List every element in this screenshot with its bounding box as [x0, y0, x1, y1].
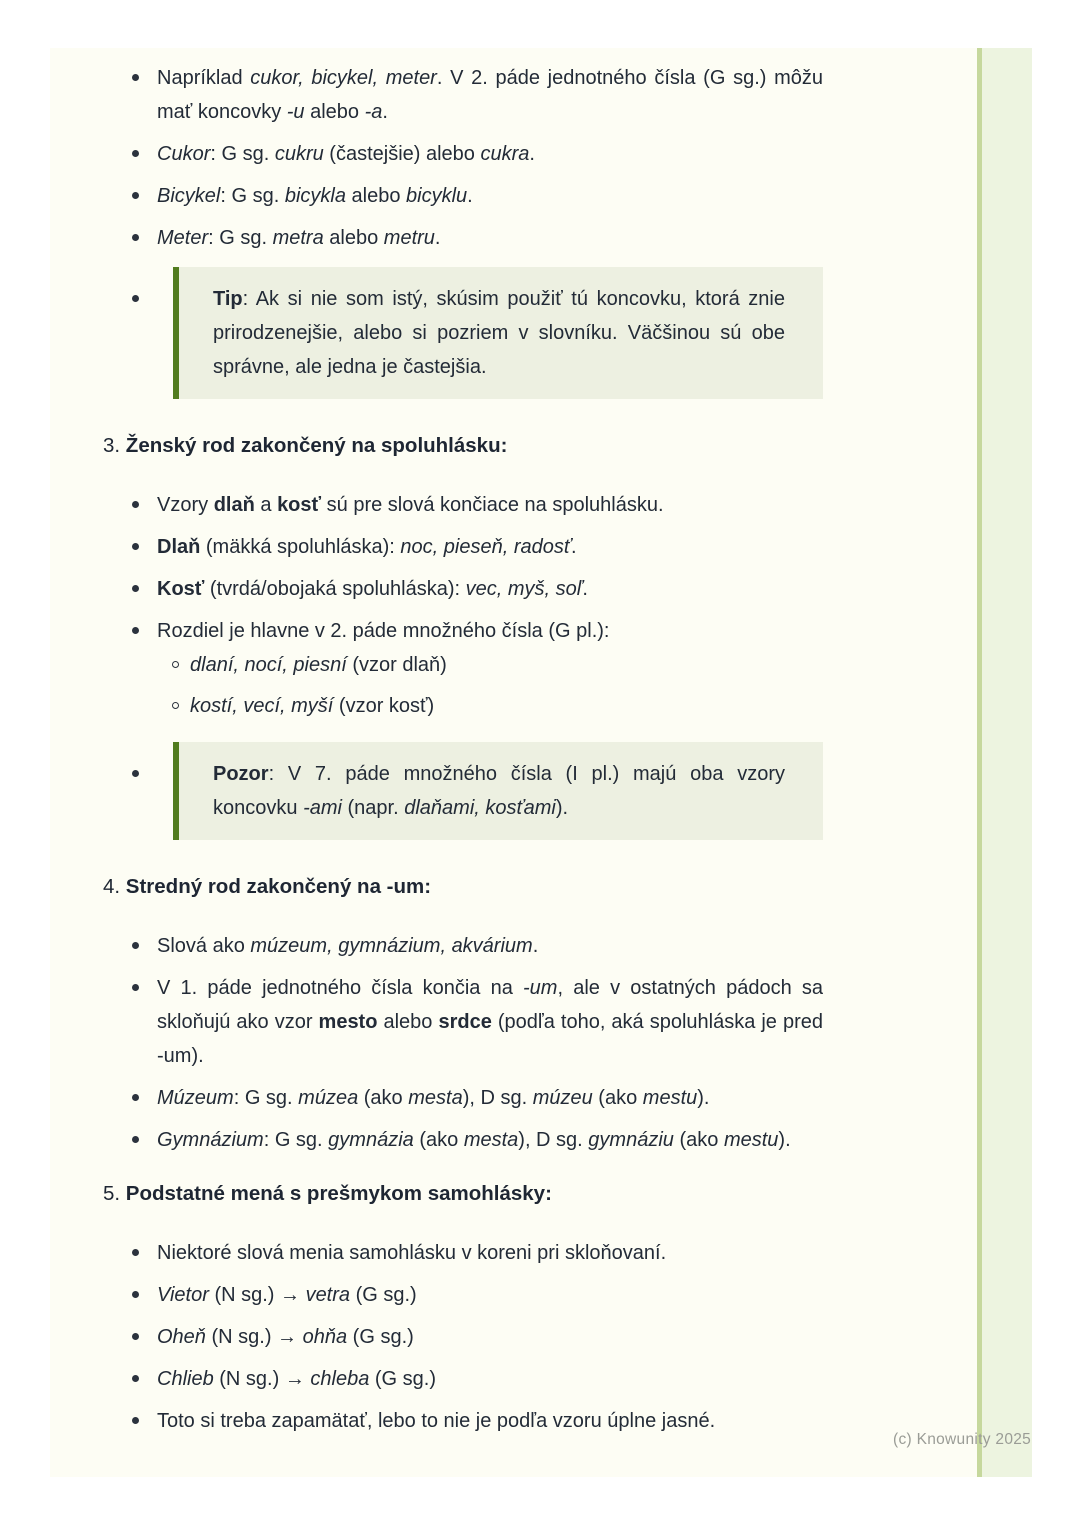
text-segment: . [382, 101, 388, 123]
text-segment: Dlaň [157, 536, 201, 558]
list-item [103, 137, 823, 171]
list-item-text [157, 221, 823, 255]
text-segment: (napr. [341, 797, 405, 819]
disc-bullet-icon [132, 295, 139, 302]
text-segment: mestu [723, 1129, 779, 1151]
list-item-text [157, 530, 823, 564]
text-segment: ). [555, 797, 569, 819]
disc-bullet-icon [132, 585, 139, 592]
list-item-text [157, 137, 823, 171]
list-item-text [157, 1278, 823, 1312]
text-segment: metru [383, 227, 435, 249]
bullet-list [103, 61, 823, 255]
disc-bullet-icon [132, 192, 139, 199]
text-segment: (ako [673, 1129, 724, 1151]
text-segment: ). [778, 1129, 791, 1151]
text-segment: : G sg. [220, 185, 285, 207]
text-segment: : V 7. páde množného čísla (I pl.) majú oba vzory koncovku [213, 763, 785, 819]
disc-bullet-icon [132, 1291, 139, 1298]
text-segment: mesta [463, 1129, 519, 1151]
text-segment: ohňa [302, 1326, 348, 1348]
text-segment: dlaňami, kosťami [404, 797, 556, 819]
text-segment: dlaní, nocí, piesní [190, 654, 347, 676]
list-item-text [157, 1081, 823, 1115]
list-item-text [157, 179, 823, 213]
list-item [103, 971, 823, 1073]
watermark: (c) Knowunity 2025 [893, 1431, 1032, 1448]
list-item-text [157, 1123, 823, 1157]
list-item [103, 1362, 823, 1396]
text-segment: metra [272, 227, 324, 249]
bullet-list [103, 1236, 823, 1438]
text-segment: kosť [277, 494, 322, 516]
list-item [103, 179, 823, 213]
callout-box [173, 742, 823, 840]
list-item-text [157, 614, 823, 730]
text-segment: : G sg. [210, 143, 275, 165]
text-segment: (vzor dlaň) [346, 654, 447, 676]
text-segment: . [529, 143, 535, 165]
callout-text [213, 282, 785, 384]
disc-bullet-icon [132, 1094, 139, 1101]
text-segment: : G sg. [233, 1087, 299, 1109]
list-item [103, 221, 823, 255]
text-segment: gymnáziu [588, 1129, 674, 1151]
text-segment: (ako [358, 1087, 409, 1109]
document-page [50, 48, 1032, 1477]
text-segment: (N sg.) → [205, 1326, 303, 1348]
text-segment: bicyklu [406, 185, 468, 207]
text-segment: Napríklad [157, 67, 251, 89]
text-segment: gymnázia [328, 1129, 414, 1151]
text-segment: Vzory [157, 494, 214, 516]
text-segment: ), D sg. [462, 1087, 533, 1109]
callout-text [213, 757, 785, 825]
text-segment: Múzeum [157, 1087, 234, 1109]
list-item-text [190, 648, 823, 682]
section-title: Stredný rod zakončený na -um: [125, 875, 432, 898]
text-segment: dlaň [213, 494, 255, 516]
text-segment: cukru [274, 143, 324, 165]
disc-bullet-icon [132, 1375, 139, 1382]
text-segment: (podľa toho, aká spoluhláska je pred -um). [157, 1011, 823, 1067]
text-segment: -u [286, 101, 305, 123]
text-segment: Vietor [157, 1284, 209, 1306]
disc-bullet-icon [132, 543, 139, 550]
text-segment: mesta [408, 1087, 463, 1109]
list-item-text [157, 572, 823, 606]
page-edge-stripe [977, 48, 1032, 1477]
text-segment: alebo [345, 185, 407, 207]
list-item-text [157, 1236, 823, 1270]
text-segment: Niektoré slová menia samohlásku v koreni pri skloňovaní. [157, 1242, 667, 1264]
text-segment: Tip [213, 288, 243, 310]
text-segment: múzeu [532, 1087, 593, 1109]
text-segment: (N sg.) → [213, 1368, 311, 1390]
text-segment: cukra [480, 143, 530, 165]
list-item [103, 1320, 823, 1354]
text-segment: . [532, 935, 539, 957]
list-item-text [157, 971, 823, 1073]
text-segment: . [582, 578, 588, 600]
text-segment: bicykla [284, 185, 346, 207]
text-segment: (tvrdá/obojaká spoluhláska): [204, 578, 466, 600]
text-segment: alebo [323, 227, 384, 249]
list-item [103, 614, 823, 730]
text-segment: Kosť [157, 578, 205, 600]
text-segment: . V 2. páde jednotného čísla (G sg.) môžu mať koncovky [157, 67, 824, 123]
text-segment: ). [697, 1087, 710, 1109]
disc-bullet-icon [132, 1136, 139, 1143]
list-item-text [157, 488, 823, 522]
list-item-text [190, 689, 823, 723]
text-segment: ), D sg. [518, 1129, 589, 1151]
callout-bullet-row [103, 742, 823, 840]
bullet-list [103, 929, 823, 1157]
section-number: 5. [103, 1182, 126, 1205]
list-item [103, 1081, 823, 1115]
text-segment: . [467, 185, 473, 207]
list-item [103, 61, 823, 129]
list-item-text [157, 61, 823, 129]
sub-bullet-list [157, 648, 823, 723]
disc-bullet-icon [132, 234, 139, 241]
disc-bullet-icon [132, 984, 139, 991]
list-item-text [157, 929, 823, 963]
disc-bullet-icon [132, 1333, 139, 1340]
section-number: 4. [103, 875, 126, 898]
text-segment: (G sg.) [369, 1368, 436, 1390]
text-segment: Oheň [157, 1326, 206, 1348]
text-segment: chleba [310, 1368, 370, 1390]
text-segment: kostí, vecí, myší [190, 695, 334, 717]
disc-bullet-icon [132, 150, 139, 157]
sub-list-item [157, 689, 823, 723]
sub-list-item [157, 648, 823, 682]
section-heading [103, 429, 823, 463]
text-segment: -a [364, 101, 383, 123]
text-segment: . [570, 536, 577, 558]
text-segment: (G sg.) [347, 1326, 414, 1348]
text-segment: : G sg. [263, 1129, 329, 1151]
list-item [103, 1404, 823, 1438]
text-segment: Bicykel [157, 185, 221, 207]
list-item [103, 488, 823, 522]
text-segment: noc, pieseň, radosť [400, 536, 571, 558]
text-segment: vec, myš, soľ [465, 578, 583, 600]
text-segment: (ako [413, 1129, 464, 1151]
text-segment: a [254, 494, 278, 516]
text-segment: vetra [305, 1284, 351, 1306]
list-item [103, 1278, 823, 1312]
list-item-text [157, 1320, 823, 1354]
section-heading [103, 870, 823, 904]
disc-bullet-icon [132, 942, 139, 949]
callout-box [173, 267, 823, 399]
disc-bullet-icon [132, 501, 139, 508]
callout-bullet-row [103, 267, 823, 399]
text-segment: (mäkká spoluhláska): [200, 536, 401, 558]
text-segment: Chlieb [157, 1368, 214, 1390]
list-item [103, 530, 823, 564]
text-segment: múzeum, gymnázium, akvárium [250, 935, 533, 957]
text-segment: Meter [157, 227, 209, 249]
section-heading [103, 1177, 823, 1211]
circle-bullet-icon [172, 661, 179, 668]
text-segment: -um [523, 977, 558, 999]
text-segment: alebo [304, 101, 365, 123]
disc-bullet-icon [132, 1249, 139, 1256]
text-segment: : G sg. [208, 227, 273, 249]
disc-bullet-icon [132, 74, 139, 81]
text-segment: : Ak si nie som istý, skúsim použiť tú koncovku, ktorá znie prirodzenejšie, alebo si pozriem v slovníku. Väčšinou sú obe správne, ale jedna je častejšia. [213, 288, 785, 378]
disc-bullet-icon [132, 627, 139, 634]
text-segment: (G sg.) [350, 1284, 417, 1306]
text-segment: Toto si treba zapamätať, lebo to nie je podľa vzoru úplne jasné. [157, 1410, 716, 1432]
text-segment: Gymnázium [157, 1129, 264, 1151]
document-content [103, 61, 823, 1446]
text-segment: Rozdiel je hlavne v 2. páde množného čísla (G pl.): [157, 620, 610, 642]
text-segment: Cukor [157, 143, 211, 165]
list-item [103, 929, 823, 963]
text-segment: (ako [592, 1087, 643, 1109]
text-segment: alebo [377, 1011, 439, 1033]
section-title: Podstatné mená s prešmykom samohlásky: [125, 1182, 552, 1205]
text-segment: Slová ako [157, 935, 251, 957]
section-title: Ženský rod zakončený na spoluhlásku: [125, 434, 508, 457]
text-segment: , ale v ostatných pádoch sa skloňujú ako vzor [157, 977, 824, 1033]
disc-bullet-icon [132, 770, 139, 777]
text-segment: (častejšie) alebo [323, 143, 481, 165]
text-segment: sú pre slová končiace na spoluhlásku. [321, 494, 664, 516]
text-segment: múzea [298, 1087, 359, 1109]
list-item [103, 1236, 823, 1270]
section-number: 3. [103, 434, 126, 457]
list-item-text [157, 1404, 823, 1438]
list-item [103, 572, 823, 606]
text-segment: mesto [318, 1011, 378, 1033]
list-item-text [157, 1362, 823, 1396]
text-segment: srdce [438, 1011, 492, 1033]
text-segment: -ami [303, 797, 342, 819]
text-segment: (vzor kosť) [333, 695, 435, 717]
disc-bullet-icon [132, 1417, 139, 1424]
circle-bullet-icon [172, 702, 179, 709]
text-segment: mestu [642, 1087, 698, 1109]
text-segment: cukor, bicykel, meter [250, 67, 437, 89]
bullet-list [103, 488, 823, 730]
text-segment: V 1. páde jednotného čísla končia na [157, 977, 524, 999]
text-segment: . [434, 227, 441, 249]
text-segment: Pozor [213, 763, 269, 785]
list-item [103, 1123, 823, 1157]
text-segment: (N sg.) → [208, 1284, 306, 1306]
